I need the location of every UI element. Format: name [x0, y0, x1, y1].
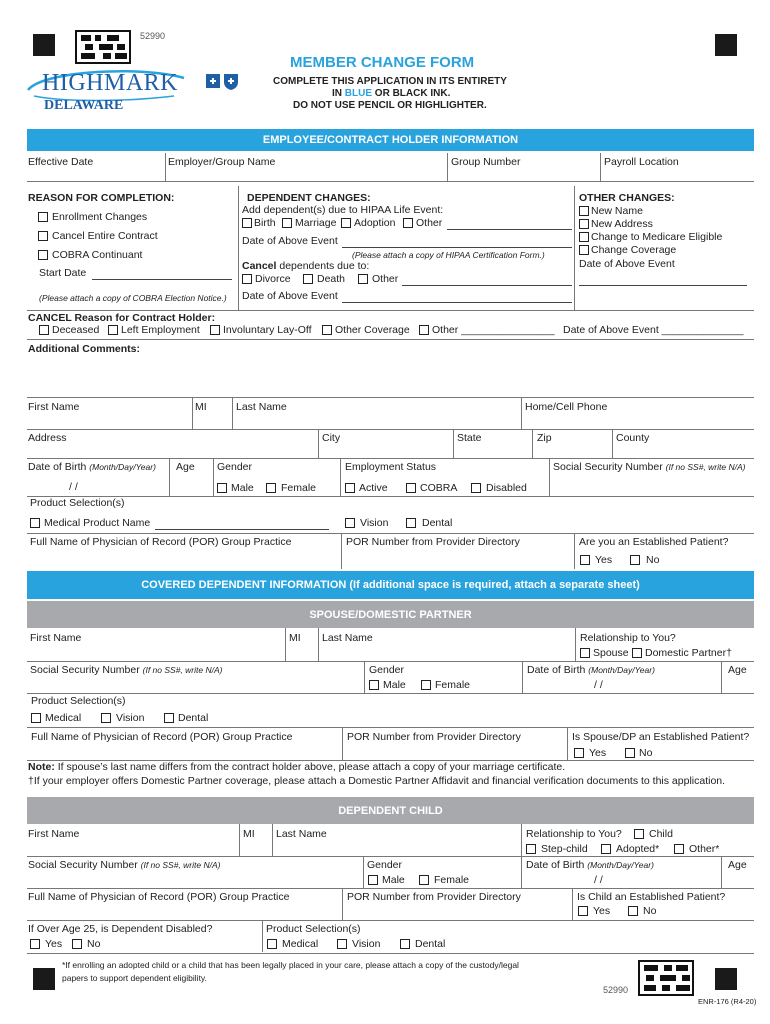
barcode-top: [75, 30, 131, 64]
deceased-label: Deceased: [52, 324, 100, 336]
active-label: Active: [359, 482, 388, 494]
child-established-no-label: No: [643, 905, 657, 917]
over-25-yes-checkbox[interactable]: [30, 939, 40, 949]
ssn-label: Social Security Number (If no SS#, write N/A): [553, 461, 746, 473]
barcode-bottom: [638, 960, 694, 996]
zip-label: Zip: [537, 432, 552, 444]
other-add-label: Other: [416, 217, 443, 229]
child-established-yes-checkbox[interactable]: [578, 906, 588, 916]
spouse-section-header: SPOUSE/DOMESTIC PARTNER: [27, 601, 754, 628]
child-dob-slashes: / /: [594, 874, 603, 886]
other-reason-checkbox[interactable]: [419, 325, 429, 335]
child-por-number-label: POR Number from Provider Directory: [347, 891, 521, 903]
ink-blue-word: BLUE: [344, 88, 373, 99]
deceased-checkbox[interactable]: [39, 325, 49, 335]
last-name-label: Last Name: [236, 401, 287, 413]
child-dental-label: Dental: [415, 938, 446, 950]
payroll-location-label: Payroll Location: [604, 156, 679, 168]
spouse-note-1: Note: If spouse’s last name differs from the contract holder above, please attach a copy of your marriage certificate.: [28, 761, 566, 773]
employer-group-name-label: Employer/Group Name: [168, 156, 276, 168]
change-coverage-checkbox[interactable]: [579, 245, 589, 255]
gender-label: Gender: [217, 461, 253, 473]
over-25-no-checkbox[interactable]: [72, 939, 82, 949]
involuntary-layoff-checkbox[interactable]: [210, 325, 220, 335]
other-add-checkbox[interactable]: [403, 218, 413, 228]
child-female-label: Female: [434, 874, 470, 886]
spouse-vision-checkbox[interactable]: [101, 713, 111, 723]
left-employment-checkbox[interactable]: [108, 325, 118, 335]
birth-checkbox[interactable]: [242, 218, 252, 228]
spouse-female-label: Female: [435, 679, 471, 691]
form-code-bottom: 52990: [603, 985, 629, 995]
home-phone-label: Home/Cell Phone: [525, 401, 608, 413]
medical-product-checkbox[interactable]: [30, 518, 40, 528]
child-product-selections-label: Product Selection(s): [266, 923, 361, 935]
employment-status-label: Employment Status: [345, 461, 437, 473]
established-patient-label: Are you an Established Patient?: [579, 536, 729, 548]
involuntary-layoff-label: Involuntary Lay-Off: [223, 324, 312, 336]
spouse-checkbox[interactable]: [580, 648, 590, 658]
dependent-child-header: DEPENDENT CHILD: [27, 797, 754, 824]
city-label: City: [322, 432, 341, 444]
medicare-eligible-checkbox[interactable]: [579, 232, 589, 242]
por-number-label: POR Number from Provider Directory: [346, 536, 520, 548]
employee-section-header: EMPLOYEE/CONTRACT HOLDER INFORMATION: [27, 129, 754, 151]
form-code-top: 52990: [140, 31, 166, 41]
child-gender-label: Gender: [367, 859, 403, 871]
birth-label: Birth: [254, 217, 276, 229]
form-title: MEMBER CHANGE FORM: [290, 54, 475, 71]
registration-mark-top-left: [33, 34, 55, 56]
spouse-established-yes-checkbox[interactable]: [574, 748, 584, 758]
child-female-checkbox[interactable]: [419, 875, 429, 885]
dob-label: Date of Birth (Month/Day/Year): [28, 461, 156, 473]
other-date-above-field[interactable]: [579, 285, 747, 286]
spouse-product-selections-label: Product Selection(s): [31, 695, 126, 707]
cobra-label: COBRA: [420, 482, 458, 494]
change-coverage-label: Change Coverage: [591, 244, 677, 256]
other-add-field[interactable]: [447, 229, 572, 230]
spouse-relationship-label: Relationship to You?: [580, 632, 676, 644]
product-selections-label: Product Selection(s): [30, 497, 125, 509]
medical-product-name-label: Medical Product Name: [44, 517, 151, 529]
spouse-male-label: Male: [383, 679, 406, 691]
mi-label: MI: [195, 401, 207, 413]
child-established-label: Is Child an Established Patient?: [577, 891, 726, 903]
spouse-physician-label: Full Name of Physician of Record (POR) Group Practice: [31, 731, 293, 743]
child-other-label: Other*: [689, 843, 720, 855]
instruction-line-1: COMPLETE THIS APPLICATION IN ITS ENTIRETY: [273, 76, 507, 87]
spouse-female-checkbox[interactable]: [421, 680, 431, 690]
logo-brand: HIGHMARK: [42, 70, 178, 96]
cancel-date-above-label: Date of Above Event ______________: [563, 324, 744, 336]
established-no-label: No: [646, 554, 660, 566]
death-checkbox[interactable]: [303, 274, 313, 284]
logo-sub: DELAWARE: [44, 98, 124, 113]
first-name-label: First Name: [28, 401, 80, 413]
cobra-continuant-label: COBRA Continuant: [52, 249, 143, 261]
child-physician-label: Full Name of Physician of Record (POR) Group Practice: [28, 891, 290, 903]
spouse-por-number-label: POR Number from Provider Directory: [347, 731, 521, 743]
medicare-eligible-label: Change to Medicare Eligible: [591, 231, 723, 243]
established-yes-checkbox[interactable]: [580, 555, 590, 565]
date-above-event-field[interactable]: [342, 247, 572, 248]
enrollment-changes-label: Enrollment Changes: [52, 211, 148, 223]
physician-label: Full Name of Physician of Record (POR) Group Practice: [30, 536, 292, 548]
over-25-no-label: No: [87, 938, 101, 950]
child-male-checkbox[interactable]: [368, 875, 378, 885]
spouse-male-checkbox[interactable]: [369, 680, 379, 690]
cobra-continuant-checkbox[interactable]: [38, 250, 48, 260]
dependent-changes-title: DEPENDENT CHANGES:: [247, 192, 371, 204]
marriage-checkbox[interactable]: [282, 218, 292, 228]
hipaa-add-line: Add dependent(s) due to HIPAA Life Event:: [242, 204, 444, 216]
other-coverage-label: Other Coverage: [335, 324, 410, 336]
child-last-name-label: Last Name: [276, 828, 327, 840]
effective-date-label: Effective Date: [28, 156, 94, 168]
new-address-checkbox[interactable]: [579, 219, 589, 229]
registration-mark-top-right: [715, 34, 737, 56]
cancel-entire-contract-checkbox[interactable]: [38, 231, 48, 241]
established-yes-label: Yes: [595, 554, 613, 566]
covered-dependent-header: COVERED DEPENDENT INFORMATION (If additional space is required, attach a separate sheet): [27, 571, 754, 599]
child-dental-checkbox[interactable]: [400, 939, 410, 949]
new-name-checkbox[interactable]: [579, 206, 589, 216]
new-name-label: New Name: [591, 205, 643, 217]
left-employment-label: Left Employment: [121, 324, 200, 336]
start-date-label: Start Date: [39, 267, 87, 279]
spouse-dob-label: Date of Birth (Month/Day/Year): [527, 664, 655, 676]
domestic-partner-label: Domestic Partner†: [645, 647, 732, 659]
instruction-line-2: IN BLUE OR BLACK INK.: [332, 88, 451, 99]
age-label: Age: [176, 461, 195, 473]
spouse-dental-label: Dental: [178, 712, 209, 724]
spouse-mi-label: MI: [289, 632, 301, 644]
spouse-medical-checkbox[interactable]: [31, 713, 41, 723]
child-option-label: Child: [649, 828, 673, 840]
adoption-checkbox[interactable]: [341, 218, 351, 228]
other-cancel-label: Other: [372, 273, 399, 285]
spouse-first-name-label: First Name: [30, 632, 82, 644]
other-changes-title: OTHER CHANGES:: [579, 192, 675, 204]
child-first-name-label: First Name: [28, 828, 80, 840]
spouse-vision-label: Vision: [116, 712, 145, 724]
active-checkbox[interactable]: [345, 483, 355, 493]
child-dob-label: Date of Birth (Month/Day/Year): [526, 859, 654, 871]
female-checkbox[interactable]: [266, 483, 276, 493]
child-mi-label: MI: [243, 828, 255, 840]
form-id: ENR-176 (R4-20): [698, 997, 757, 1006]
child-vision-checkbox[interactable]: [337, 939, 347, 949]
adoption-footnote-1: *If enrolling an adopted child or a child that has been legally placed in your care, please attach a copy of the custody/legal: [62, 960, 519, 970]
cancel-reason-title: CANCEL Reason for Contract Holder:: [28, 312, 216, 324]
medical-product-name-field[interactable]: [155, 529, 329, 530]
step-child-label: Step-child: [541, 843, 588, 855]
spouse-established-label: Is Spouse/DP an Established Patient?: [572, 731, 750, 743]
adopted-checkbox[interactable]: [601, 844, 611, 854]
hipaa-note: (Please attach a copy of HIPAA Certification Form.): [352, 250, 545, 260]
spouse-medical-label: Medical: [45, 712, 82, 724]
child-other-checkbox[interactable]: [674, 844, 684, 854]
child-age-label: Age: [728, 859, 747, 871]
county-label: County: [616, 432, 650, 444]
new-address-label: New Address: [591, 218, 653, 230]
group-number-label: Group Number: [451, 156, 521, 168]
adopted-label: Adopted*: [616, 843, 660, 855]
child-medical-label: Medical: [282, 938, 319, 950]
spouse-ssn-label: Social Security Number (If no SS#, write N/A): [30, 664, 223, 676]
spouse-last-name-label: Last Name: [322, 632, 373, 644]
start-date-field[interactable]: [92, 279, 232, 280]
female-label: Female: [281, 482, 317, 494]
adoption-label: Adoption: [354, 217, 396, 229]
spouse-age-label: Age: [728, 664, 747, 676]
other-cancel-checkbox[interactable]: [358, 274, 368, 284]
over-25-disabled-label: If Over Age 25, is Dependent Disabled?: [28, 923, 213, 935]
registration-mark-bottom-left: [33, 968, 55, 990]
child-male-label: Male: [382, 874, 405, 886]
step-child-checkbox[interactable]: [526, 844, 536, 854]
domestic-partner-checkbox[interactable]: [632, 648, 642, 658]
dental-label: Dental: [422, 517, 453, 529]
child-vision-label: Vision: [352, 938, 381, 950]
over-25-yes-label: Yes: [45, 938, 63, 950]
child-relationship-label: Relationship to You?: [526, 828, 622, 840]
spouse-dob-slashes: / /: [594, 679, 603, 691]
child-established-no-checkbox[interactable]: [628, 906, 638, 916]
death-label: Death: [317, 273, 346, 285]
spouse-dental-checkbox[interactable]: [164, 713, 174, 723]
spouse-established-yes-label: Yes: [589, 747, 607, 759]
vision-label: Vision: [360, 517, 389, 529]
spouse-note-2: †If your employer offers Domestic Partner coverage, please attach a Domestic Partner Affidavit and financial verification documents to this application.: [28, 775, 726, 787]
established-no-checkbox[interactable]: [630, 555, 640, 565]
reason-title: REASON FOR COMPLETION:: [28, 192, 175, 204]
divorce-label: Divorce: [255, 273, 291, 285]
child-ssn-label: Social Security Number (If no SS#, write N/A): [28, 859, 221, 871]
other-reason-label: Other ________________: [432, 324, 555, 336]
vision-checkbox[interactable]: [345, 518, 355, 528]
child-checkbox[interactable]: [634, 829, 644, 839]
instruction-line-3: DO NOT USE PENCIL OR HIGHLIGHTER.: [293, 100, 487, 111]
date-above-event-2-label: Date of Above Event: [242, 290, 338, 302]
spouse-gender-label: Gender: [369, 664, 405, 676]
spouse-established-no-checkbox[interactable]: [625, 748, 635, 758]
cobra-checkbox[interactable]: [406, 483, 416, 493]
other-date-above-label: Date of Above Event: [579, 258, 675, 270]
additional-comments-area[interactable]: [27, 356, 754, 396]
cobra-note: (Please attach a copy of COBRA Election Notice.): [39, 293, 227, 303]
other-coverage-checkbox[interactable]: [322, 325, 332, 335]
disabled-label: Disabled: [486, 482, 527, 494]
divorce-checkbox[interactable]: [242, 274, 252, 284]
date-above-event-2-field[interactable]: [342, 302, 572, 303]
adoption-footnote-2: papers to support dependent eligibility.: [62, 973, 207, 983]
state-label: State: [457, 432, 482, 444]
child-medical-checkbox[interactable]: [267, 939, 277, 949]
other-cancel-field[interactable]: [402, 285, 572, 286]
cancel-dependents-line: Cancel dependents due to:: [242, 260, 370, 272]
address-label: Address: [28, 432, 67, 444]
spouse-established-no-label: No: [639, 747, 653, 759]
spouse-option-label: Spouse: [593, 647, 629, 659]
registration-mark-bottom-right: [715, 968, 737, 990]
child-established-yes-label: Yes: [593, 905, 611, 917]
enrollment-changes-checkbox[interactable]: [38, 212, 48, 222]
highmark-logo: [24, 68, 244, 118]
dental-checkbox[interactable]: [406, 518, 416, 528]
date-above-event-label: Date of Above Event: [242, 235, 338, 247]
cancel-entire-contract-label: Cancel Entire Contract: [52, 230, 158, 242]
dob-slashes: / /: [69, 481, 78, 493]
disabled-checkbox[interactable]: [471, 483, 481, 493]
male-label: Male: [231, 482, 254, 494]
male-checkbox[interactable]: [217, 483, 227, 493]
additional-comments-label: Additional Comments:: [28, 343, 140, 355]
marriage-label: Marriage: [295, 217, 337, 229]
